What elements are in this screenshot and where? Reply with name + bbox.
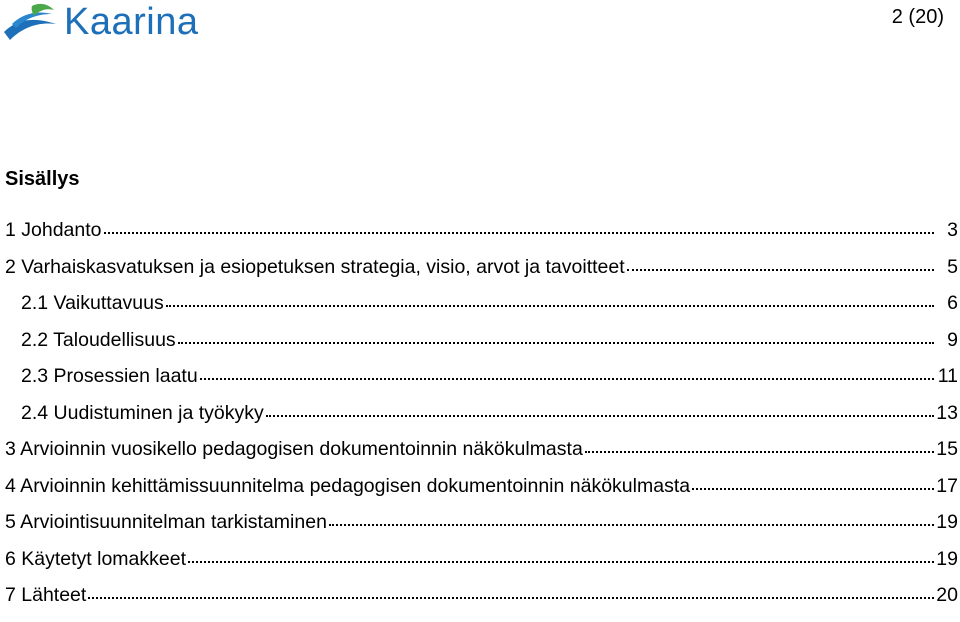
toc-entry-page: 3 (947, 219, 958, 241)
toc-entry-label: 3 Arvioinnin vuosikello pedagogisen dokumentoinnin näkökulmasta (5, 438, 583, 460)
toc-entry-page: 17 (936, 474, 958, 497)
toc-entry-label: 2.1 Vaikuttavuus (21, 292, 164, 314)
page-number: 2 (20) (891, 6, 944, 28)
toc-entry-label: 2.3 Prosessien laatu (21, 365, 198, 387)
toc-entry-page: 5 (947, 255, 958, 278)
dot-leader (692, 488, 934, 490)
dot-leader (627, 269, 934, 271)
toc-entry-page: 6 (947, 292, 958, 314)
dot-leader (585, 451, 934, 453)
toc-entry[interactable] (5, 439, 958, 476)
toc-entry[interactable] (5, 366, 958, 403)
dot-leader (88, 597, 934, 599)
toc-entry-label: 6 Käytetyt lomakkeet (5, 547, 187, 570)
dot-leader (200, 378, 934, 380)
toc-entry[interactable] (5, 585, 958, 622)
toc-entry-label: 2.2 Taloudellisuus (21, 328, 176, 351)
dot-leader (188, 561, 934, 563)
dot-leader (266, 415, 934, 417)
toc-entry[interactable] (5, 476, 958, 513)
toc-entry-label: 2 Varhaiskasvatuksen ja esiopetuksen strategia, visio, arvot ja tavoitteet (5, 255, 625, 278)
dot-leader (104, 232, 934, 234)
bird-wave-icon (2, 2, 58, 42)
logo-wordmark: Kaarina (64, 1, 199, 43)
toc-entry[interactable] (5, 293, 958, 330)
toc-entry-label: 1 Johdanto (5, 219, 102, 241)
toc-entry[interactable] (5, 257, 958, 294)
toc-entry-page: 20 (936, 584, 958, 606)
toc-entry[interactable] (5, 549, 958, 586)
toc-entry-label: 5 Arviointisuunnitelman tarkistaminen (5, 511, 327, 533)
toc-entry-page: 9 (947, 328, 958, 351)
toc-entry-page: 15 (936, 438, 958, 460)
toc-entry-label: 7 Lähteet (5, 584, 87, 606)
toc-entry[interactable] (5, 220, 958, 257)
dot-leader (166, 305, 934, 307)
toc-entry-page: 11 (937, 365, 958, 387)
toc-entry-label: 2.4 Uudistuminen ja työkyky (21, 401, 264, 424)
toc-entry-page: 19 (936, 547, 958, 570)
toc-title: Sisällys (5, 168, 80, 190)
toc-entry[interactable] (5, 330, 958, 367)
kaarina-logo (2, 2, 198, 42)
toc-entry-label: 4 Arvioinnin kehittämissuunnitelma pedagogisen dokumentoinnin näkökulmasta (5, 474, 691, 497)
dot-leader (178, 342, 934, 344)
toc-entry-page: 13 (936, 401, 958, 424)
dot-leader (329, 524, 934, 526)
toc-entry[interactable] (5, 512, 958, 549)
toc-entry[interactable] (5, 403, 958, 440)
table-of-contents (5, 220, 958, 622)
toc-entry-page: 19 (936, 511, 958, 533)
